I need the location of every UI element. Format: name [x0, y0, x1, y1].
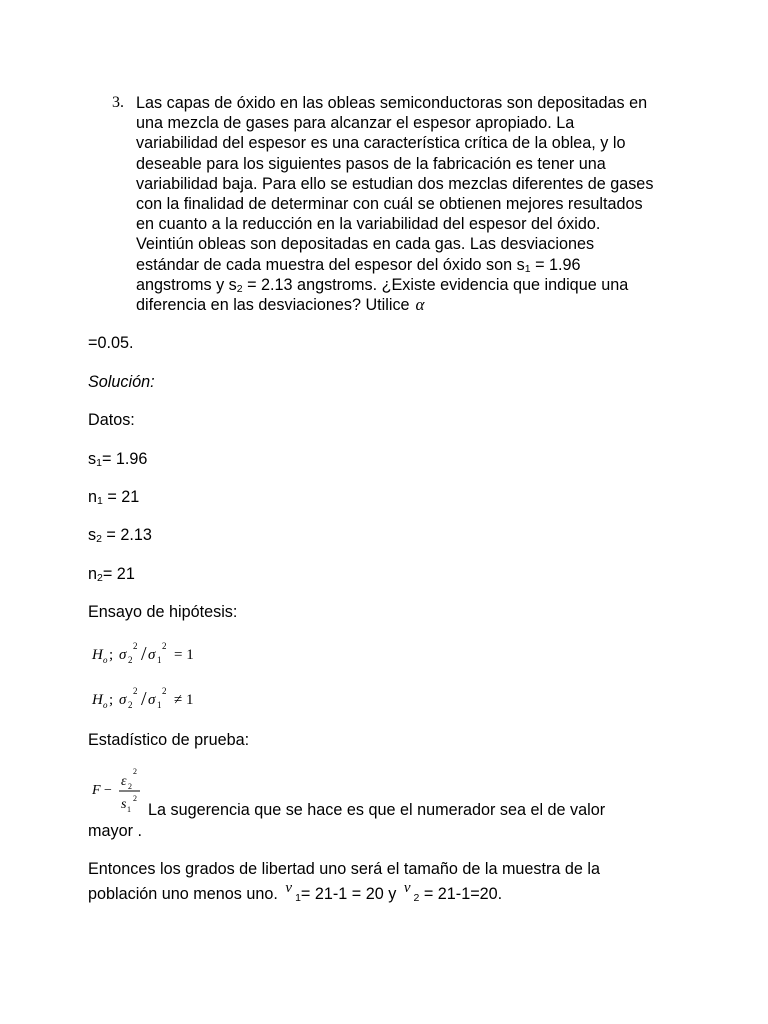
- suggestion-line-2: mayor .: [88, 822, 142, 840]
- problem-line-5: variabilidad baja. Para ello se estudian dos mezclas diferentes de gases: [136, 174, 654, 193]
- f-num-exp: 2: [133, 767, 137, 776]
- alternative-hypothesis-formula: [88, 685, 218, 713]
- problem-line-3: variabilidad del espesor es una característica crítica de la oblea, y lo: [136, 134, 626, 153]
- null-hypothesis-formula: [88, 640, 218, 668]
- datos-heading: Datos:: [88, 411, 135, 429]
- data-n2: $n_2= 21$: [88, 565, 135, 584]
- h1-num-exp: 2: [133, 686, 138, 696]
- alpha-symbol: α: [415, 295, 425, 315]
- f-den-sub: 1: [127, 805, 131, 814]
- problem-line-8: Veintiún obleas son depositadas en cada gas. Las desviaciones: [136, 235, 595, 254]
- h0-sigma-num: σ: [119, 647, 127, 663]
- h1-h: H: [92, 692, 103, 708]
- h0-den-sub: 1: [157, 655, 162, 665]
- data-n1: $n_1 = 21$: [88, 488, 140, 507]
- problem-line-1: Las capas de óxido en las obleas semiconductoras son depositadas en: [136, 94, 648, 112]
- h1-sub: o: [103, 700, 108, 710]
- h1-sigma-den: σ: [148, 692, 156, 708]
- problem-line-4: deseable para los siguientes pasos de la fabricación es tener una: [136, 154, 606, 173]
- problem-line-9: estándar de cada muestra del espesor del óxido son $s_1 = 1.96$: [136, 255, 581, 275]
- h0-sub: o: [103, 655, 108, 665]
- h1-sep: ;: [109, 692, 114, 708]
- h0-num-sub: 2: [128, 655, 133, 665]
- f-eq: −: [104, 783, 112, 798]
- df-line-1: Entonces los grados de libertad uno será el tamaño de la muestra de la: [88, 860, 601, 878]
- h1-num-sub: 2: [128, 700, 133, 710]
- h1-relation: ≠ 1: [174, 692, 194, 708]
- problem-text: [136, 93, 696, 315]
- solution-heading: Solución:: [88, 373, 155, 391]
- h0-sep: ;: [109, 647, 114, 663]
- nu-symbol-1: ν: [285, 880, 293, 896]
- data-s2: $s_2 = 2.13$: [88, 526, 152, 545]
- h1-slash: /: [141, 688, 147, 710]
- h0-num-exp: 2: [133, 641, 138, 651]
- problem-line-7: en cuanto a la reducción en la variabilidad del espesor del óxido.: [136, 215, 601, 234]
- f-den-exp: 2: [133, 794, 137, 803]
- problem-line-6: con la finalidad de determinar con cuál se obtienen mejores resultados: [136, 195, 643, 214]
- h0-den-exp: 2: [162, 641, 167, 651]
- h0-sigma-den: σ: [148, 647, 156, 663]
- data-s1: $s_1= 1.96$: [88, 450, 148, 469]
- f-symbol: F: [92, 783, 101, 798]
- problem-line-2: una mezcla de gases para alcanzar el espesor apropiado. La: [136, 114, 575, 133]
- h0-h: H: [92, 647, 103, 663]
- suggestion-line-1: La sugerencia que se hace es que el numerador sea el de valor: [148, 801, 606, 819]
- f-num-sub: 2: [128, 782, 132, 791]
- problem-line-11: diferencia en las desviaciones? Utilice α: [136, 295, 425, 315]
- h0-slash: /: [141, 643, 147, 665]
- alpha-value: =0.05.: [88, 334, 134, 352]
- df-line-2: población uno menos uno. $\nu_1= 21-1 = 20$ y $\nu_2 = 21-1=20$.: [88, 880, 503, 904]
- h1-den-sub: 1: [157, 700, 162, 710]
- f-den-var: s: [121, 797, 127, 812]
- f-num-var: ε: [121, 774, 127, 789]
- f-statistic-formula: [88, 765, 152, 817]
- h1-den-exp: 2: [162, 686, 167, 696]
- h0-relation: = 1: [174, 647, 194, 663]
- hypothesis-heading: Ensayo de hipótesis:: [88, 603, 238, 621]
- nu-symbol-2: ν: [403, 880, 411, 896]
- problem-line-10: angstroms y $s_2 = 2.13$ angstroms. ¿Existe evidencia que indique una: [136, 275, 629, 295]
- problem-number: 3.: [112, 94, 124, 111]
- h1-sigma-num: σ: [119, 692, 127, 708]
- statistic-heading: Estadístico de prueba:: [88, 731, 250, 749]
